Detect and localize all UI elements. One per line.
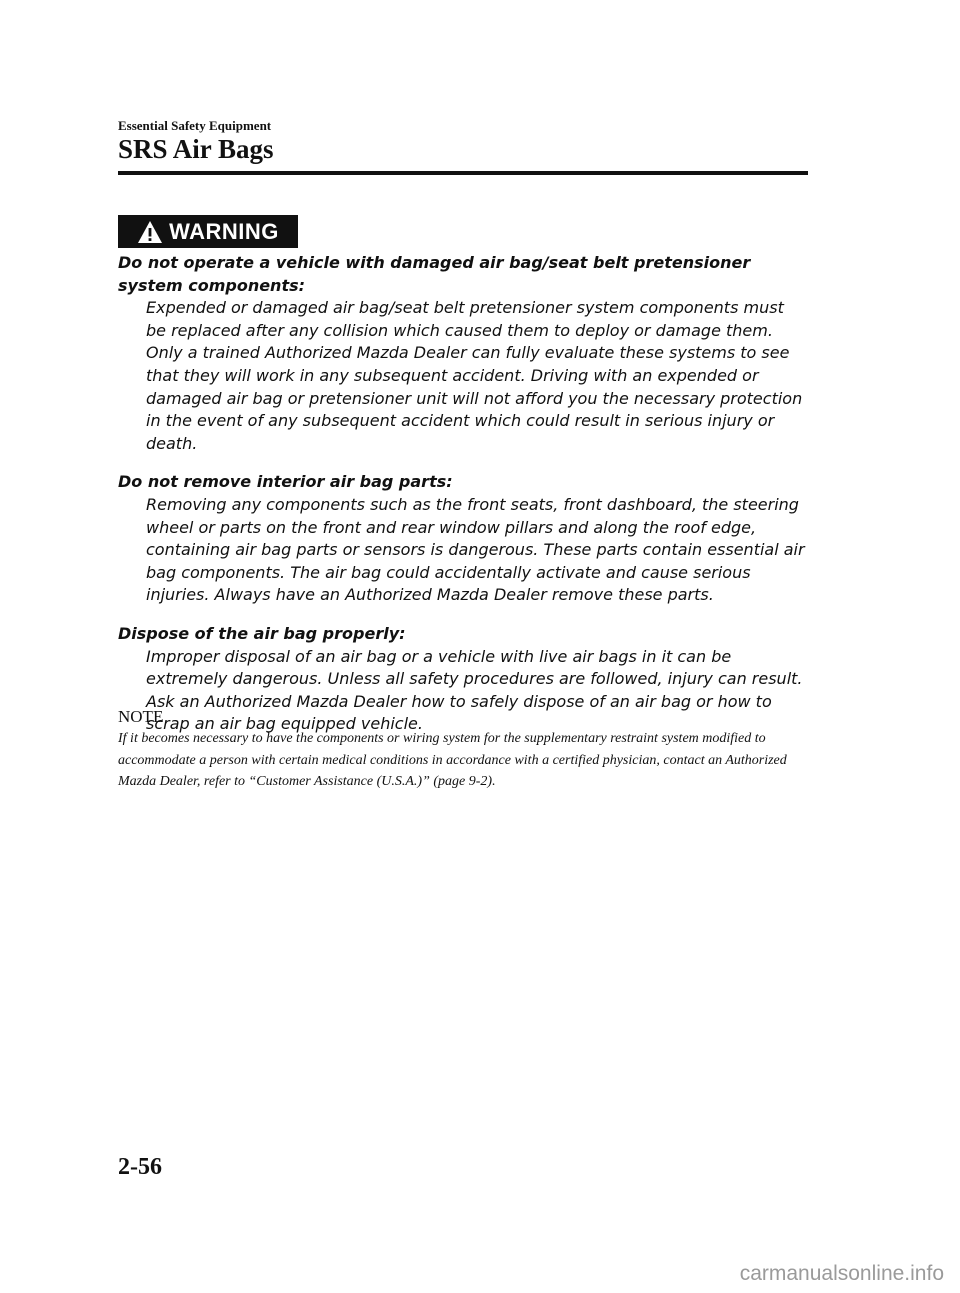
page-title: SRS Air Bags xyxy=(118,134,274,164)
note-section xyxy=(118,706,808,793)
warning-badge xyxy=(118,215,298,248)
warning-heading: Do not operate a vehicle with damaged air bag/seat belt pretensioner system components: xyxy=(118,253,751,295)
section-label: Essential Safety Equipment xyxy=(118,118,272,133)
warning-heading: Do not remove interior air bag parts: xyxy=(118,472,453,492)
warning-item xyxy=(118,471,808,607)
warning-item xyxy=(118,252,808,455)
page-number: 2-56 xyxy=(118,1154,162,1180)
note-text: If it becomes necessary to have the components or wiring system for the supplementary restraint system modified to accommodate a person with certain medical conditions in accordance with a certified physician, contact an Authorized Mazda Dealer, refer to “Customer Assistance (U.S.A.)” (page 9-2). xyxy=(118,731,787,789)
watermark: carmanualsonline.info xyxy=(739,1262,944,1285)
warning-body: Improper disposal of an air bag or a vehicle with live air bags in it can be extremely dangerous. Unless all safety procedures are followed, injury can result. Ask an Authorized Mazda Dealer how to safely dispose of an air bag or how to scrap an air bag equipped vehicle. xyxy=(146,646,803,734)
warning-triangle-icon xyxy=(137,219,163,245)
warning-body: Expended or damaged air bag/seat belt pretensioner system components must be replaced after any collision which caused them to deploy or damage them. Only a trained Authorized Mazda Dealer can fully evaluate these systems to see that they will work in any subsequent accident. Driving with an expended or damaged air bag or pretensioner unit will not afford you the necessary protection in the event of any subsequent accident which could result in serious injury or death. xyxy=(146,298,803,453)
warning-label: WARNING xyxy=(169,218,279,244)
warning-body: Removing any components such as the front seats, front dashboard, the steering wheel or parts on the front and rear window pillars and along the roof edge, containing air bag parts or sensors is dangerous. These parts contain essential air bag components. The air bag could accidentally activate and cause serious injuries. Always have an Authorized Mazda Dealer remove these parts. xyxy=(146,494,805,605)
warning-heading: Dispose of the air bag properly: xyxy=(118,623,406,643)
note-label: NOTE xyxy=(118,707,164,726)
warning-list xyxy=(118,252,808,752)
title-divider xyxy=(118,171,808,175)
